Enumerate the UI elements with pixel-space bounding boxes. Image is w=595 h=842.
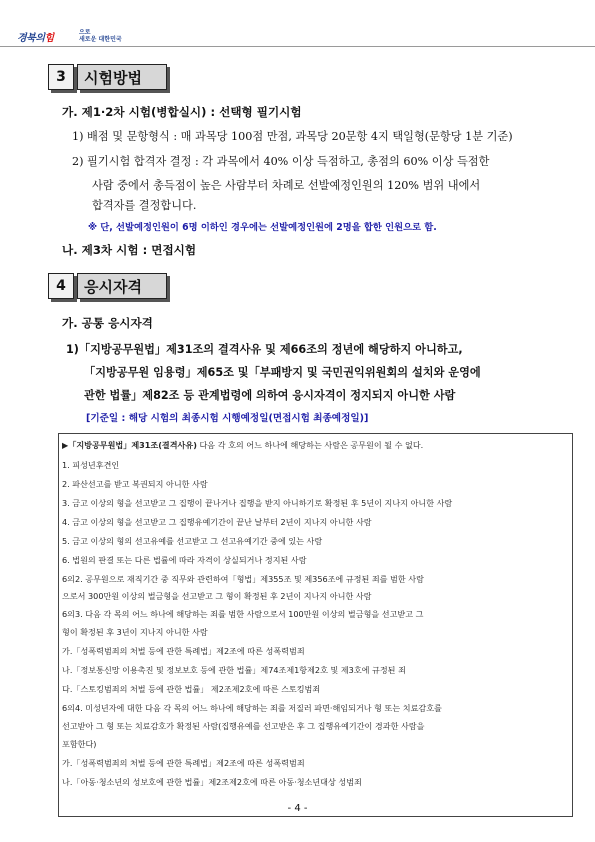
section-3-note: ※ 단, 선발예정인원이 6명 이하인 경우에는 선발예정인원에 2명을 합한 인원으로 함.	[88, 222, 437, 233]
law-line: 4. 금고 이상의 형을 선고받고 그 집행유예기간이 끝난 날부터 2년이 지나지 아니한 사람	[62, 517, 372, 527]
section-4-number: 4	[48, 273, 74, 299]
law-line: 으로서 300만원 이상의 벌금형을 선고받고 그 형이 확정된 후 2년이 지나지 아니한 사람	[62, 591, 372, 601]
law-line: 6. 법원의 판결 또는 다른 법률에 따라 자격이 상실되거나 정지된 사람	[62, 555, 307, 565]
section-4-item-1-line-1: 1)「지방공무원법」제31조의 결격사유 및 제66조의 정년에 해당하지 아니하고,	[66, 343, 463, 356]
section-4-item-1-line-2: 「지방공무원 임용령」제65조 및「부패방지 및 국민권익위원회의 설치와 운영에	[84, 366, 481, 379]
section-4-item-1-line-3: 관한 법률」제82조 등 관계법령에 의하여 응시자격이 정지되지 아니한 사람	[84, 389, 456, 402]
law-line: 6의2. 공무원으로 재직기간 중 직무와 관련하여「형법」제355조 및 제356조에 규정된 죄를 범한 사람	[62, 574, 424, 584]
law-line: 가.「성폭력범죄의 처벌 등에 관한 특례법」제2조에 따른 성폭력범죄	[62, 646, 305, 656]
law-line: 6의3. 다음 각 목의 어느 하나에 해당하는 죄를 범한 사람으로서 100만원 이상의 벌금형을 선고받고 그	[62, 609, 424, 619]
law-line: 1. 피성년후견인	[62, 460, 120, 470]
law-line: 형이 확정된 후 3년이 지나지 아니한 사람	[62, 627, 208, 637]
page-number: - 4 -	[287, 803, 308, 814]
section-3-na-heading: 나. 제3차 시험 : 면접시험	[62, 243, 197, 257]
logo-tagline: 으로 새로운 대한민국	[79, 29, 122, 43]
law-line: 2. 파산선고를 받고 복권되지 아니한 사람	[62, 479, 208, 489]
section-3-item-2: 2) 필기시험 합격자 결정 : 각 과목에서 40% 이상 득점하고, 총점의 60% 이상 득점한	[72, 155, 490, 168]
law-line: 6의4. 미성년자에 대한 다음 각 목의 어느 하나에 해당하는 죄를 저질러 파면·해임되거나 형 또는 치료감호를	[62, 703, 442, 713]
logo-script: 경북의힘	[17, 33, 54, 44]
section-4-ga-heading: 가. 공통 응시자격	[62, 316, 153, 330]
section-3-ga-heading: 가. 제1·2차 시험(병합실시) : 선택형 필기시험	[62, 105, 302, 119]
law-line: 포함한다)	[62, 739, 97, 749]
law-line: 3. 금고 이상의 형을 선고받고 그 집행이 끝나거나 집행을 받지 아니하기로 확정된 후 5년이 지나지 아니한 사람	[62, 498, 453, 508]
law-line: 선고받아 그 형 또는 치료감호가 확정된 사람(집행유예를 선고받은 후 그 집행유예기간이 경과한 사람을	[62, 721, 425, 731]
section-3-item-2-cont: 사람 중에서 총득점이 높은 사람부터 차례로 선발예정인원의 120% 범위 내에서	[92, 179, 481, 192]
section-4-title: 응시자격	[77, 273, 167, 299]
law-line: 나.「아동·청소년의 성보호에 관한 법률」제2조제2호에 따른 아동·청소년대상 성범죄	[62, 777, 362, 787]
section-3-number: 3	[48, 64, 74, 90]
criterion-date: [기준일 : 해당 시험의 최종시험 시행예정일(면접시험 최종예정일)]	[86, 413, 369, 424]
section-3-item-2-cont2: 합격자를 결정합니다.	[92, 199, 197, 212]
section-3-title: 시험방법	[77, 64, 167, 90]
header-divider	[0, 46, 595, 47]
law-line: 5. 금고 이상의 형의 선고유예를 선고받고 그 선고유예기간 중에 있는 사람	[62, 536, 323, 546]
law-line: 가.「성폭력범죄의 처벌 등에 관한 특례법」제2조에 따른 성폭력범죄	[62, 758, 305, 768]
law-line: 나.「정보통신망 이용촉진 및 정보보호 등에 관한 법률」제74조제1항제2호 및 제3호에 규정된 죄	[62, 665, 406, 675]
law-heading: ▶「지방공무원법」제31조(결격사유) 다음 각 호의 어느 하나에 해당하는 사람은 공무원이 될 수 없다.	[62, 440, 424, 450]
section-3-item-1: 1) 배점 및 문항형식 : 매 과목당 100점 만점, 과목당 20문항 4지 택일형(문항당 1분 기준)	[72, 130, 513, 143]
law-line: 다.「스토킹범죄의 처벌 등에 관한 법률」 제2조제2호에 따른 스토킹범죄	[62, 684, 321, 694]
